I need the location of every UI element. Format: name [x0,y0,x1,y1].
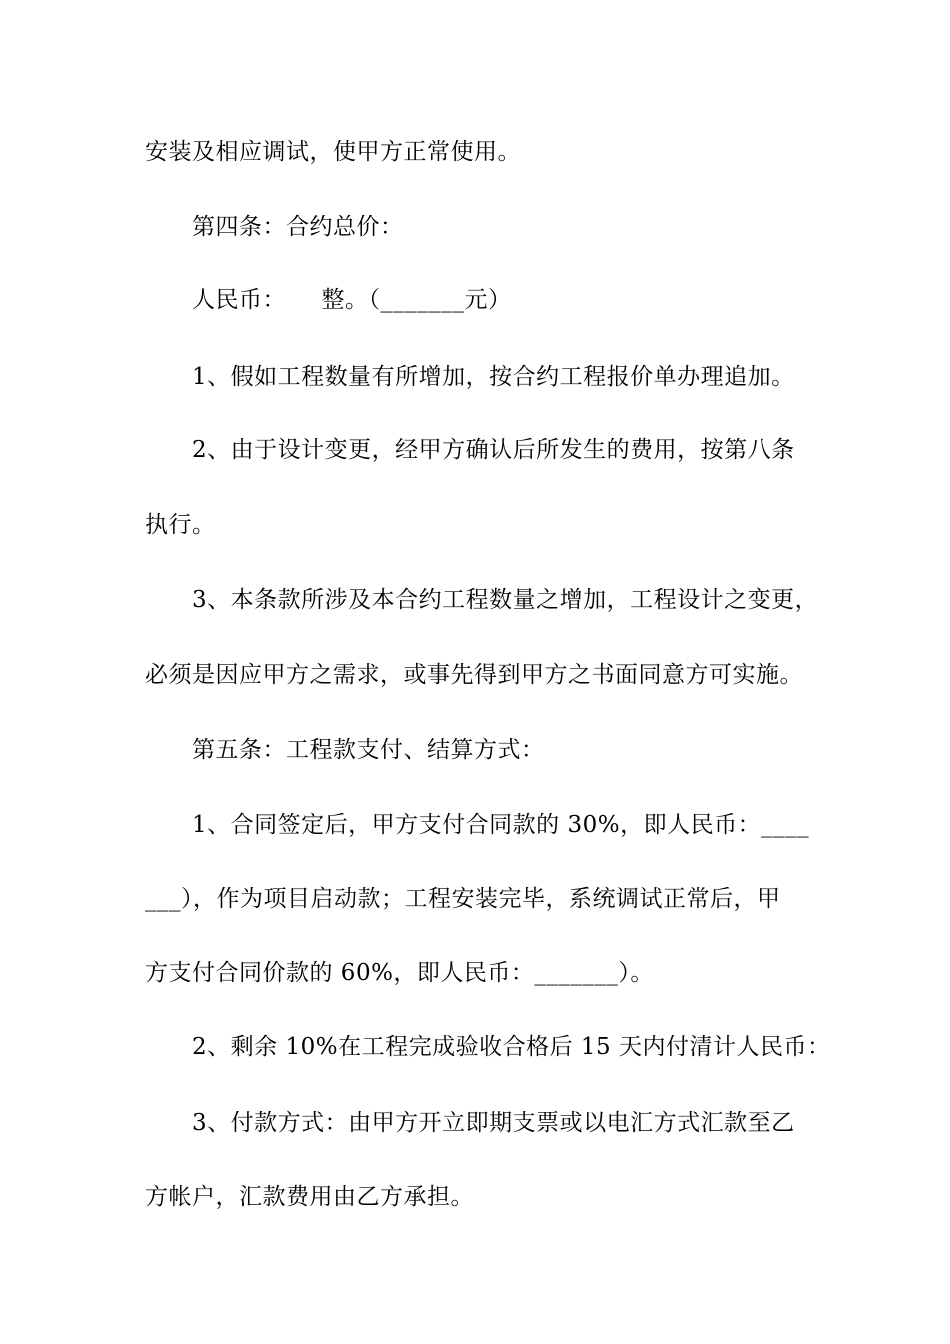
text-line: 方支付合同价款的 60%，即人民币：_______）。 [145,960,654,986]
text-line: ___），作为项目启动款；工程安装完毕，系统调试正常后，甲 [145,886,781,912]
text-line: 1、合同签定后，甲方支付合同款的 30%，即人民币：____ [192,812,810,838]
text-line: 1、假如工程数量有所增加，按合约工程报价单办理追加。 [192,364,795,390]
text-line: 人民币： 整。（_______元） [192,287,512,313]
article-heading: 第四条：合约总价： [192,214,404,240]
text-line: 方帐户，汇款费用由乙方承担。 [145,1184,474,1210]
text-line: 安装及相应调试，使甲方正常使用。 [145,139,521,165]
text-line: 执行。 [145,512,216,538]
text-line: 必须是因应甲方之需求，或事先得到甲方之书面同意方可实施。 [145,662,803,688]
text-line: 2、剩余 10%在工程完成验收合格后 15 天内付清计人民币： [192,1034,831,1060]
text-line: 2、由于设计变更，经甲方确认后所发生的费用，按第八条 [192,437,795,463]
article-heading: 第五条：工程款支付、结算方式： [192,737,545,763]
text-line: 3、本条款所涉及本合约工程数量之增加，工程设计之变更， [192,587,819,613]
text-line: 3、付款方式：由甲方开立即期支票或以电汇方式汇款至乙 [192,1110,795,1136]
